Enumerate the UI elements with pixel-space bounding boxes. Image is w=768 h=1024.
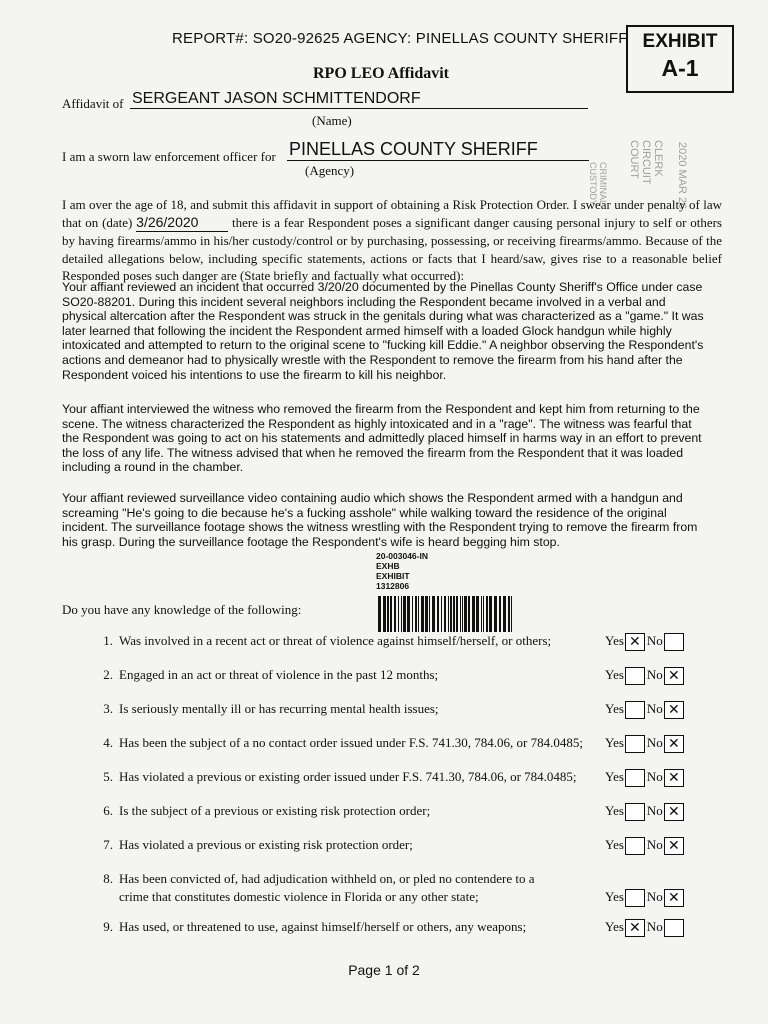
intro-paragraph (62, 196, 722, 285)
barcode-line-3: EXHIBIT (376, 571, 410, 581)
no-checkbox[interactable]: ✕ (664, 803, 684, 821)
yes-checkbox[interactable] (625, 803, 645, 821)
intro-text-1: I am over the age of 18, and submit this affidavit in support of obtaining a Risk Protection Order. I swear under penalty of law that on (date) (62, 197, 722, 230)
exhibit-box (626, 25, 734, 93)
yes-label: Yes (605, 769, 624, 784)
affidavit-name-field: SERGEANT JASON SCHMITTENDORF (130, 90, 588, 109)
question-number: 3. (103, 701, 113, 716)
no-label: No (646, 633, 663, 648)
form-title: RPO LEO Affidavit (313, 65, 450, 82)
yes-checkbox[interactable] (625, 769, 645, 787)
no-checkbox[interactable]: ✕ (664, 735, 684, 753)
no-checkbox[interactable] (664, 919, 684, 937)
report-line: REPORT#: SO20-92625 AGENCY: PINELLAS COUNTY SHERIFF (172, 30, 628, 47)
question-number: 1. (103, 633, 113, 648)
affidavit-of-label: Affidavit of (62, 96, 124, 111)
no-label: No (646, 803, 663, 818)
no-label: No (646, 837, 663, 852)
yes-label: Yes (605, 667, 624, 682)
question-number: 6. (103, 803, 113, 818)
agency-field: PINELLAS COUNTY SHERIFF (287, 139, 589, 161)
yes-label: Yes (605, 919, 624, 934)
no-label: No (646, 919, 663, 934)
question-text: Is seriously mentally ill or has recurring mental health issues; (119, 701, 439, 716)
no-label: No (646, 701, 663, 716)
yes-label: Yes (605, 701, 624, 716)
exhibit-word: EXHIBIT (642, 31, 718, 52)
yes-label: Yes (605, 837, 624, 852)
question-text: Is the subject of a previous or existing risk protection order; (119, 803, 431, 818)
question-text: Was involved in a recent act or threat of violence against himself/herself, or others; (119, 633, 552, 648)
yes-no-group (605, 666, 686, 685)
question-number: 5. (103, 769, 113, 784)
question-text: Has violated a previous or existing order issued under F.S. 741.30, 784.06, or 784.0485; (119, 769, 577, 784)
no-label: No (646, 769, 663, 784)
yes-no-group (605, 918, 686, 937)
yes-no-group (605, 632, 686, 651)
no-checkbox[interactable]: ✕ (664, 701, 684, 719)
yes-no-group (605, 888, 686, 907)
question-number: 7. (103, 837, 113, 852)
barcode-icon (378, 596, 512, 632)
yes-label: Yes (605, 803, 624, 818)
question-number: 8. (103, 871, 113, 886)
no-checkbox[interactable]: ✕ (664, 889, 684, 907)
no-checkbox[interactable]: ✕ (664, 667, 684, 685)
stamp-line-2: 2020 MAR 26 (676, 142, 688, 210)
stamp-line-3: CRIMINAL CUSTODY (588, 162, 608, 206)
yes-no-group (605, 802, 686, 821)
yes-checkbox[interactable]: ✕ (625, 633, 645, 651)
yes-label: Yes (605, 735, 624, 750)
agency-caption: (Agency) (305, 163, 355, 178)
yes-checkbox[interactable] (625, 735, 645, 753)
yes-label: Yes (605, 889, 624, 904)
barcode-line-4: 1312806 (376, 581, 410, 591)
barcode-line-1: 20-003046-IN (376, 551, 428, 561)
narrative-paragraph-2: Your affiant interviewed the witness who removed the firearm from the Respondent and kept him from returning to the scene. The witness characterized the Respondent as highly intoxicated and in a "rage". The witness was fearful that the Respondent was going to act on his statements and admittedly placed himself in harms way in an effort to prevent the loss of any life. The witness advised that when he removed the firearm from the Respondent that it was loaded including a round in the chamber. (62, 402, 702, 475)
yes-no-group (605, 768, 686, 787)
barcode-label (376, 551, 516, 591)
questions-lead: Do you have any knowledge of the following: (62, 602, 302, 617)
yes-checkbox[interactable] (625, 667, 645, 685)
question-text: Has been convicted of, had adjudication withheld on, or pled no contendere to a crime that constitutes domestic violence in Florida or any other state; (119, 871, 535, 904)
page-number: Page 1 of 2 (348, 962, 420, 978)
narrative-paragraph-1: Your affiant reviewed an incident that occurred 3/20/20 documented by the Pinellas County Sheriff's Office under case SO20-88201. During this incident several neighbors including the Respondent became involved in a verbal and physical altercation after the Respondent was struck in the genitals during what was characterized as a "game." It was later learned that following the incident the Respondent armed himself with a loaded Glock handgun while highly intoxicated and attempted to return to the original scene to "fucking kill Eddie." A neighbor observing the Respondent's actions and demeanor had to physically wrestle with the Respondent to remove the firearm from his hand after the Respondent voiced his intentions to use the firearm to kill his neighbor. (62, 280, 704, 382)
no-label: No (646, 735, 663, 750)
narrative-paragraph-3: Your affiant reviewed surveillance video containing audio which shows the Respondent armed with a handgun and screaming "He's going to die because he's a fucking asshole" while walking toward the residence of the original incident. The surveillance footage shows the witness wrestling with the Respondent trying to remove the firearm from his grasp. During the surveillance footage the Respondent's wife is heard begging him stop. (62, 491, 698, 549)
question-text: Has used, or threatened to use, against himself/herself or others, any weapons; (119, 919, 527, 934)
yes-no-group (605, 836, 686, 855)
question-number: 9. (103, 919, 113, 934)
barcode-line-2: EXHB (376, 561, 400, 571)
question-number: 4. (103, 735, 113, 750)
yes-label: Yes (605, 633, 624, 648)
sworn-label: I am a sworn law enforcement officer for (62, 149, 276, 164)
yes-checkbox[interactable] (625, 837, 645, 855)
date-field: 3/26/2020 (136, 214, 228, 233)
intro-text-2: there is a fear Respondent poses a significant danger causing personal injury to self or others by having firearms/ammo in his/her custody/control or by purchasing, possessing, or receiving firearms/ammo. Because of the detailed allegations below, including specific statements, actions or facts that I heard/saw, gives rise to a reasonable belief Responded poses such danger are (State briefly and factually what occurred): (62, 214, 722, 283)
yes-checkbox[interactable]: ✕ (625, 919, 645, 937)
no-checkbox[interactable]: ✕ (664, 769, 684, 787)
stamp-line-1: CLERK CIRCUIT COURT (628, 140, 664, 185)
no-label: No (646, 667, 663, 682)
no-checkbox[interactable]: ✕ (664, 837, 684, 855)
no-label: No (646, 889, 663, 904)
no-checkbox[interactable] (664, 633, 684, 651)
yes-checkbox[interactable] (625, 889, 645, 907)
question-text: Has been the subject of a no contact order issued under F.S. 741.30, 784.06, or 784.0485; (119, 735, 583, 750)
yes-no-group (605, 734, 686, 753)
question-number: 2. (103, 667, 113, 682)
yes-checkbox[interactable] (625, 701, 645, 719)
question-text: Engaged in an act or threat of violence in the past 12 months; (119, 667, 439, 682)
yes-no-group (605, 700, 686, 719)
question-text: Has violated a previous or existing risk protection order; (119, 837, 413, 852)
name-caption: (Name) (312, 113, 352, 128)
exhibit-id: A-1 (661, 55, 699, 81)
